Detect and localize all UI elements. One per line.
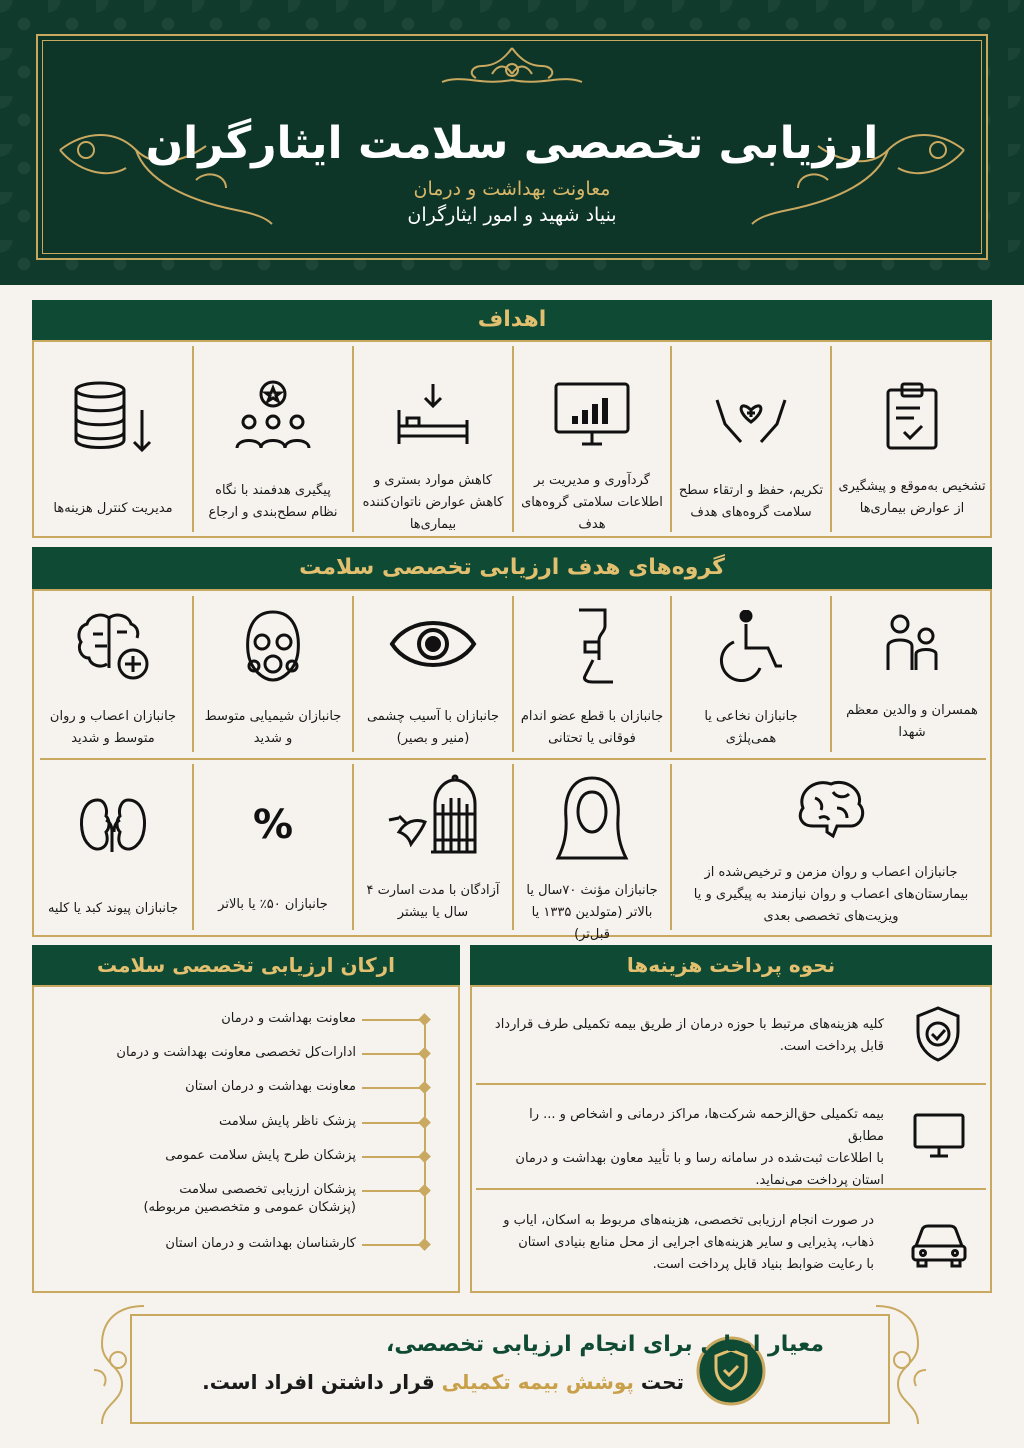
hands-heart-icon [711,380,791,450]
rokn-connector-tick [362,1190,424,1192]
payment-divider [476,1083,986,1085]
group-item: جانبازان با قطع عضو اندام فوقانی یا تحتانی [514,590,670,758]
payment-text-1: کلیه هزینه‌های مرتبط با حوزه درمان از طریق بیمه تکمیلی طرف قرارداد قابل پرداخت است. [494,1017,884,1054]
gas-mask-icon [238,608,308,684]
goal-item: گردآوری و مدیریت بر اطلاعات سلامتی گروه‌های هدف [514,340,670,538]
group-item: همسران و والدین معظم شهدا [832,590,992,758]
percent-icon: % [252,802,294,848]
kidney-icon [78,796,148,856]
group-item: جانبازان پیوند کبد یا کلیه [34,762,192,934]
clipboard-check-icon [882,380,942,452]
footer-left-ornament [88,1300,148,1430]
footer-line-2: تحت پوشش بیمه تکمیلی قرار داشتن افراد است. [202,1370,684,1394]
group-item: جانبازان اعصاب و روان مزمن و ترخیص‌شده از بیمارستان‌های اعصاب و روان نیازمند به پیگیری و یا ویزیت‌های تخصصی بعدی [672,762,990,934]
group-item: جانبازان شیمیایی متوسط و شدید [194,590,352,758]
rokn-item: ادارات‌کل تخصصی معاونت بهداشت و درمان [116,1045,356,1060]
group-item: جانبازان با آسیب چشمی (منیر و بصیر) [354,590,512,758]
payment-title: نحوه پرداخت هزینه‌ها [626,953,836,977]
goal-item: کاهش موارد بستری و کاهش عوارض ناتوان‌کننده بیماری‌ها [354,340,512,538]
birdcage-dove-icon [385,774,481,858]
rokn-item: کارشناسان بهداشت و درمان استان [165,1236,356,1251]
monitor-chart-icon [552,380,632,448]
rokn-connector-tick [362,1087,424,1089]
family-icon [880,614,944,674]
rokn-connector-tick [362,1122,424,1124]
groups-row-divider [40,758,986,760]
top-ornament [432,44,592,92]
group-item: % جانبازان ۵۰٪ یا بالاتر [218,802,328,912]
goal-item: پیگیری هدفمند با نگاه نظام سطح‌بندی و ارجاع [194,340,352,538]
rokn-item: معاونت بهداشت و درمان [221,1011,356,1026]
rokn-title: ارکان ارزیابی تخصصی سلامت [96,953,396,977]
eye-icon [388,616,478,672]
goal-item: تشخیص به‌موقع و پیشگیری از عوارض بیماری‌ها [832,340,992,538]
hospital-bed-icon [393,380,473,448]
coins-down-icon [70,380,156,456]
goals-title: اهداف [477,307,547,332]
footer-right-ornament [872,1300,932,1430]
goal-item: مدیریت کنترل هزینه‌ها [34,340,192,538]
goal-item: تکریم، حفظ و ارتقاء سطح سلامت گروه‌های هدف [672,340,830,538]
group-item: جانبازان نخاعی یا همی‌پلژی [672,590,830,758]
rokn-connector-tick [362,1053,424,1055]
group-item: آزادگان با مدت اسارت ۴ سال یا بیشتر [354,762,512,934]
footer-highlight: پوشش بیمه تکمیلی [441,1370,634,1394]
monitor-icon [912,1112,966,1160]
groups-title-bar [32,547,992,589]
woman-hijab-icon [554,774,630,862]
brain-plus-icon [73,610,153,686]
rokn-connector-tick [362,1019,424,1021]
rokn-connector-tick [362,1156,424,1158]
shield-check-icon [912,1004,964,1062]
groups-title: گروه‌های هدف ارزیابی تخصصی سلامت [299,555,725,580]
prosthetic-leg-icon [567,606,617,686]
payment-title-bar [470,945,992,985]
rokn-item: پزشکان طرح پایش سلامت عمومی [165,1148,356,1163]
footer-box [130,1314,890,1424]
header-banner [0,0,1024,285]
payment-text-2: بیمه تکمیلی حق‌الزحمه شرکت‌ها، مراکز درمانی و اشخاص و ... را مطابق با اطلاعات ثبت‌شده در سامانه رسا و با تأیید معاون بهداشت و درمان استان پرداخت می‌نماید. [515,1107,884,1188]
rokn-connector-tick [362,1244,424,1246]
rokn-item: پزشک ناظر پایش سلامت [219,1114,356,1129]
page-title: ارزیابی تخصصی سلامت ایثارگران [145,118,879,169]
rokn-title-bar [32,945,460,985]
car-icon [910,1222,968,1268]
footer-line-1: معیار اصلی برای انجام ارزیابی تخصصی، [386,1332,824,1357]
header-subtitle-2: بنیاد شهید و امور ایثارگران [407,204,617,226]
people-star-icon [233,378,313,452]
payment-text-3: در صورت انجام ارزیابی تخصصی، هزینه‌های مربوط به اسکان، ایاب و ذهاب، پذیرایی و سایر هزینه‌های اجرایی از محل منابع بنیادی استان با رعایت ضوابط بنیاد قابل پرداخت است. [503,1213,874,1272]
wheelchair-icon [716,610,786,682]
group-item: جانبازان اعصاب و روان متوسط و شدید [34,590,192,758]
group-item: جانبازان مؤنث ۷۰سال یا بالاتر (متولدین ۱۳۳۵ یا قبل‌تر) [514,762,670,934]
header-subtitle-1: معاونت بهداشت و درمان [413,178,611,200]
brain-icon [793,778,869,842]
rokn-item: پزشکان ارزیابی تخصصی سلامت (پزشکان عمومی و متخصصین مربوطه) [143,1182,356,1215]
rokn-item: معاونت بهداشت و درمان استان [185,1079,356,1094]
goals-title-bar [32,300,992,340]
